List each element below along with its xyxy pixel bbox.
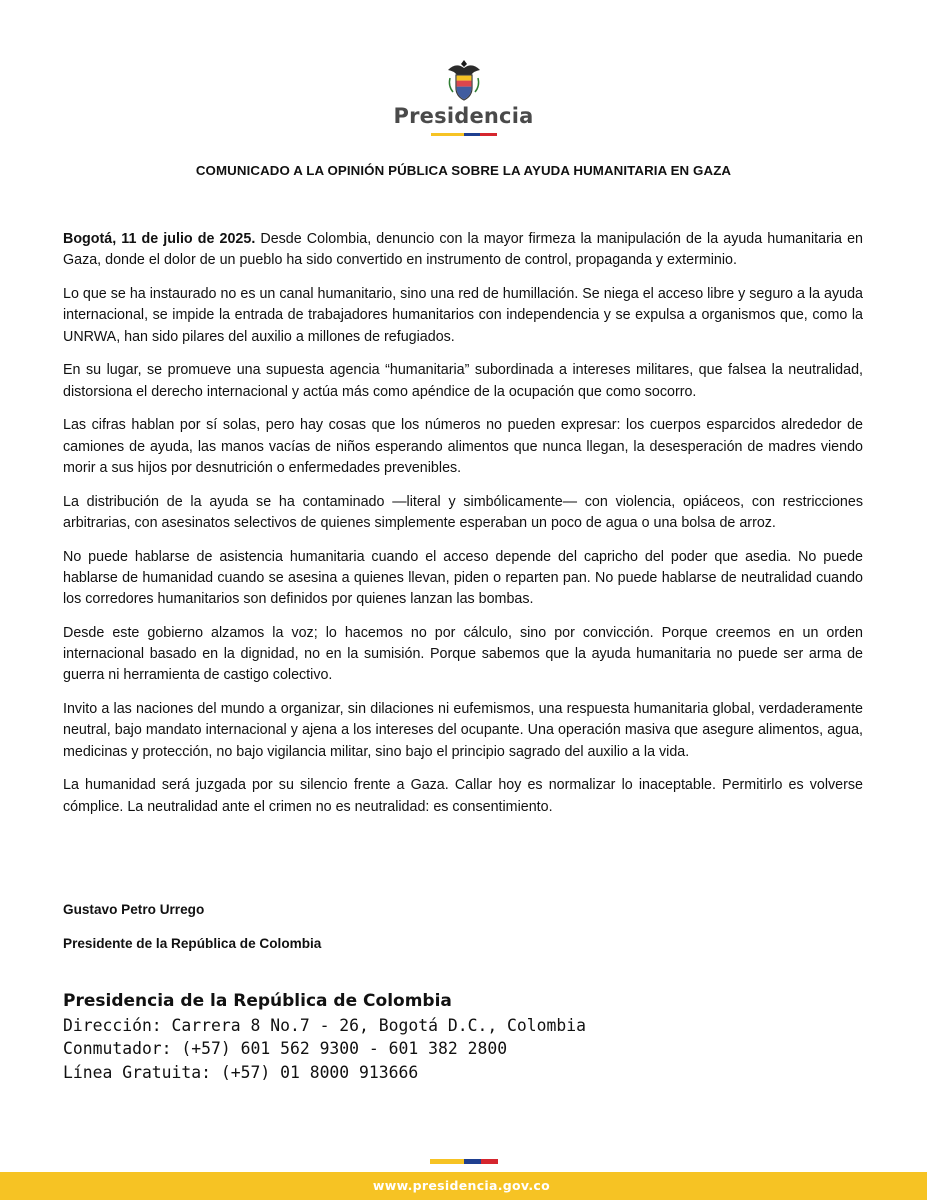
paragraph: La humanidad será juzgada por su silencio frente a Gaza. Callar hoy es normalizar lo inaceptable. Permitirlo es volverse cómplice. La neutralidad ante el crimen no es neutralidad: es consentimiento. — [63, 777, 863, 815]
flag-red-stripe — [481, 1159, 498, 1164]
coat-of-arms-icon — [444, 58, 484, 102]
paragraph: Lo que se ha instaurado no es un canal humanitario, sino una red de humillación. Se niega el acceso libre y seguro a la ayuda internacional, se impide la entrada de trabajadores humanitarios con independencia y se expulsa a organismos que, como la UNRWA, han sido pilares del auxilio a millones de refugiados. — [63, 285, 863, 345]
tricolor-bar — [431, 133, 497, 136]
paragraph: En su lugar, se promueve una supuesta agencia “humanitaria” subordinada a intereses militares, que falsea la neutralidad, distorsiona el derecho internacional y actúa más como apéndice de la ocupación que como socorro. — [63, 362, 863, 400]
paragraph: Invito a las naciones del mundo a organizar, sin dilaciones ni eufemismos, una respuesta humanitaria global, verdaderamente neutral, bajo mandato internacional y ajena a los intereses del ocupante. Una operación masiva que asegure alimentos, agua, medicinas y protección, no bajo vigilancia militar, sino bajo el principio sagrado del auxilio a la vida. — [63, 701, 863, 760]
letterhead — [0, 58, 927, 136]
flag-yellow-stripe — [431, 133, 464, 136]
signatory-name: Gustavo Petro Urrego — [63, 902, 205, 917]
contact-switchboard: Conmutador: (+57) 601 562 9300 - 601 382 2800 — [63, 1039, 508, 1058]
flag-blue-stripe — [464, 1159, 481, 1164]
contact-block — [63, 990, 586, 1084]
flag-yellow-stripe — [430, 1159, 464, 1164]
document-body — [63, 229, 863, 830]
signatory-title: Presidente de la República de Colombia — [63, 936, 322, 951]
dateline: Bogotá, 11 de julio de 2025. — [63, 231, 256, 247]
flag-red-stripe — [480, 133, 497, 136]
paragraph: Las cifras hablan por sí solas, pero hay cosas que los números no pueden expresar: los cuerpos esparcidos alrededor de camiones de ayuda, las manos vacías de niños esperando alimentos que nunca llegan, la desesperación de madres viendo morir a sus hijos por desnutrición o enfermedades prevenibles. — [63, 417, 863, 476]
paragraph-text: Desde Colombia, denuncio con la mayor firmeza la manipulación de la ayuda humanitaria en Gaza, donde el dolor de un pueblo ha sido convertido en instrumento de control, propaganda y exterminio. — [63, 231, 863, 269]
paragraph: La distribución de la ayuda se ha contaminado —literal y simbólicamente— con violencia, opiáceos, con restricciones arbitrarias, con asesinatos selectivos de quienes simplemente esperaban un poco de agua o una bolsa de arroz. — [63, 493, 863, 531]
paragraph: Desde este gobierno alzamos la voz; lo hacemos no por cálculo, sino por convicción. Porque creemos en un orden internacional basado en la dignidad, no en la sumisión. Porque sabemos que la ayuda humanitaria no puede ser arma de guerra ni herramienta de castigo colectivo. — [63, 624, 863, 684]
footer-url-link[interactable]: www.presidencia.gov.co — [372, 1178, 550, 1193]
footer-tricolor — [430, 1159, 498, 1164]
contact-organization: Presidencia de la República de Colombia — [63, 991, 452, 1011]
flag-blue-stripe — [464, 133, 481, 136]
brand-wordmark: Presidencia — [393, 104, 534, 128]
document-title: COMUNICADO A LA OPINIÓN PÚBLICA SOBRE LA AYUDA HUMANITARIA EN GAZA — [195, 163, 732, 178]
footer-bar — [0, 1172, 927, 1200]
paragraph — [63, 229, 863, 272]
paragraph: No puede hablarse de asistencia humanitaria cuando el acceso depende del capricho del poder que asedia. No puede hablarse de humanidad cuando se asesina a quienes llevan, piden o reparten pan. No puede hablarse de neutralidad cuando los corredores humanitarios son definidos por quienes lanzan las bombas. — [63, 548, 863, 608]
contact-address: Dirección: Carrera 8 No.7 - 26, Bogotá D.C., Colombia — [63, 1015, 587, 1035]
contact-toll-free: Línea Gratuita: (+57) 01 8000 913666 — [63, 1062, 419, 1082]
